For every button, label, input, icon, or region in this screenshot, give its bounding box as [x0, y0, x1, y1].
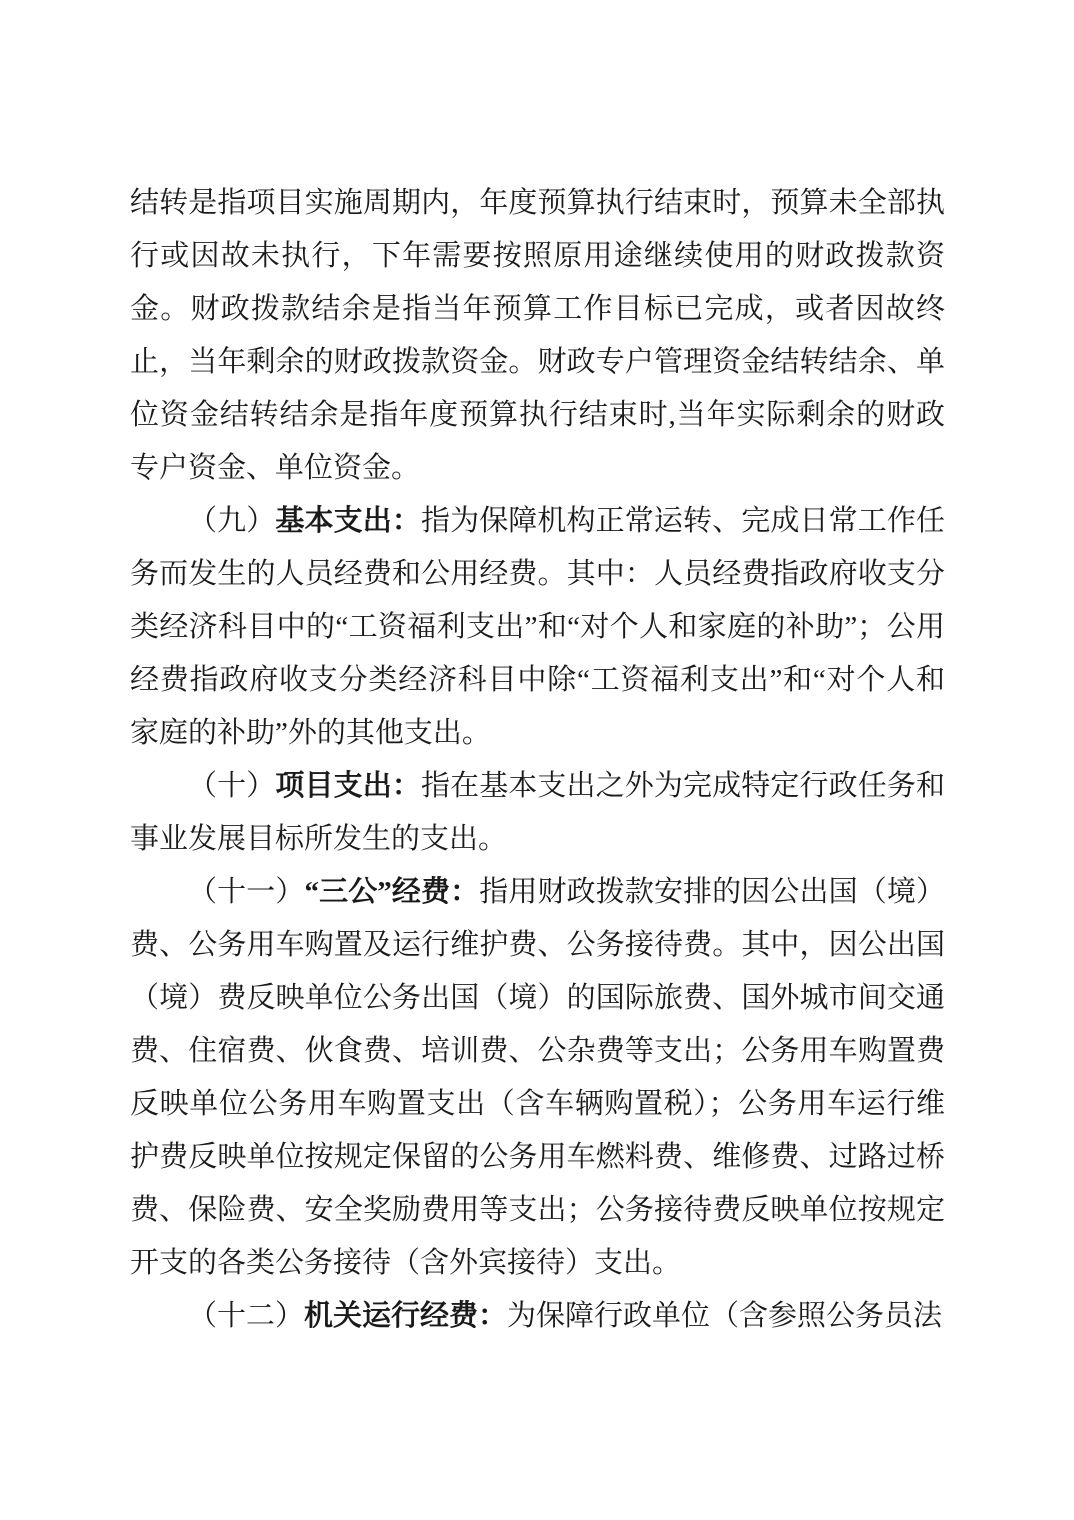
text-segment: （九） [188, 505, 276, 537]
term-label-segment: 基本支出： [275, 505, 421, 537]
document-body [130, 177, 945, 1343]
text-segment: 指为保障机构正常运转、完成日常工作任务而发生的人员经费和公用经费。其中：人员经费指政府收支分类经济科目中的“工资福利支出”和“对个人和家庭的补助”；公用经费指政府收支分类经济科目中除“工资福利支出”和“对个人和家庭的补助”外的其他支出。 [130, 505, 945, 749]
paragraph [130, 177, 945, 495]
term-label-segment: 项目支出： [275, 770, 421, 802]
term-label-segment: “三公”经费： [304, 876, 480, 908]
text-segment: 结转是指项目实施周期内，年度预算执行结束时，预算未全部执行或因故未执行，下年需要按照原用途继续使用的财政拨款资金。财政拨款结余是指当年预算工作目标已完成，或者因故终止，当年剩余的财政拨款资金。财政专户管理资金结转结余、单位资金结转结余是指年度预算执行结束时,当年实际剩余的财政专户资金、单位资金。 [130, 187, 945, 484]
text-segment: （十一） [188, 876, 305, 908]
text-segment: （十二） [188, 1300, 305, 1332]
term-label-segment: 机关运行经费： [304, 1300, 508, 1332]
paragraph [130, 495, 945, 760]
paragraph [130, 760, 945, 866]
paragraph [130, 1290, 945, 1343]
text-segment: 指用财政拨款安排的因公出国（境）费、公务用车购置及运行维护费、公务接待费。其中，因公出国（境）费反映单位公务出国（境）的国际旅费、国外城市间交通费、住宿费、伙食费、培训费、公杂费等支出；公务用车购置费反映单位公务用车购置支出（含车辆购置税）；公务用车运行维护费反映单位按规定保留的公务用车燃料费、维修费、过路过桥费、保险费、安全奖励费用等支出；公务接待费反映单位按规定开支的各类公务接待（含外宾接待）支出。 [130, 876, 945, 1279]
text-segment: 指在基本支出之外为完成特定行政任务和事业发展目标所发生的支出。 [130, 770, 945, 855]
text-segment: （十） [188, 770, 276, 802]
text-segment: 为保障行政单位（含参照公务员法 [507, 1300, 943, 1332]
paragraph [130, 866, 945, 1290]
